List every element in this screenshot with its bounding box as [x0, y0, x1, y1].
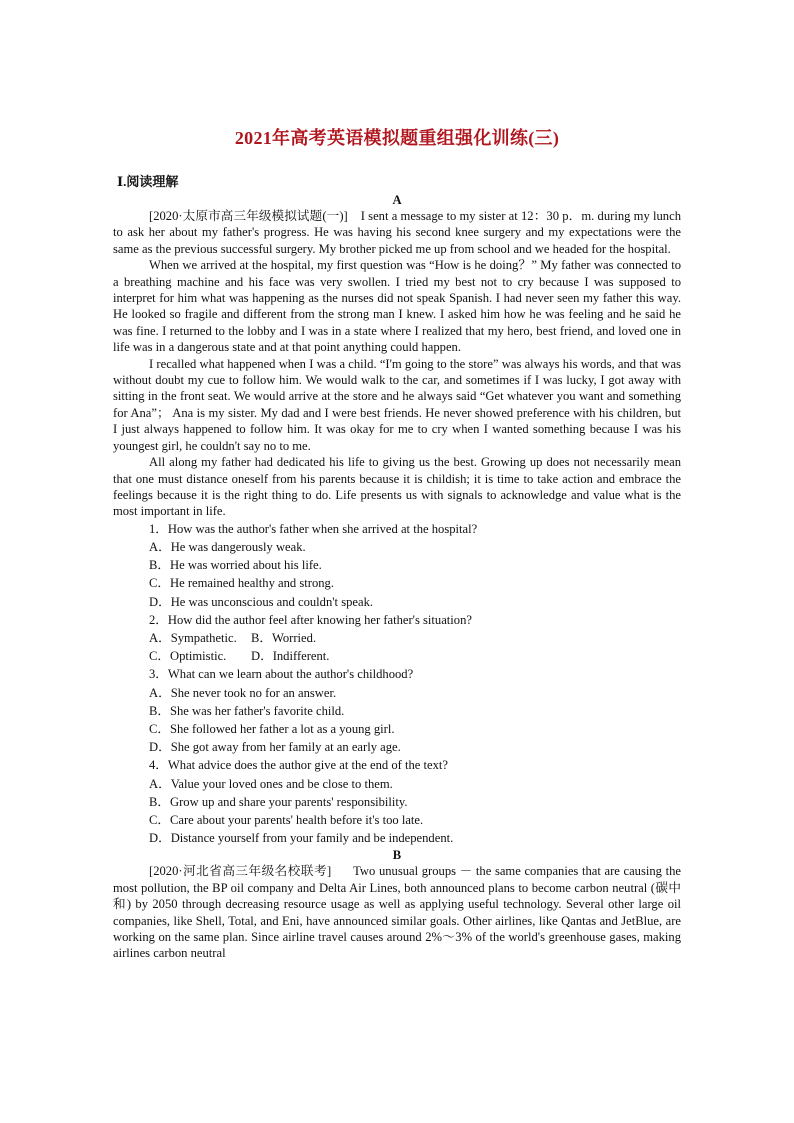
- passage-a-paragraph-1: [113, 208, 681, 257]
- option-d: D．He was unconscious and couldn't speak.: [149, 594, 374, 609]
- option-row-1: [113, 629, 681, 647]
- option-a: A．She never took no for an answer.: [149, 685, 337, 700]
- question-stem: 1．How was the author's father when she arrived at the hospital?: [149, 521, 478, 536]
- option-a: A．Value your loved ones and be close to them.: [149, 776, 393, 791]
- paragraph-text: Two unusual groups － the same companies that are causing the most pollution, the BP oil company and Delta Air Lines, both announced plans to become carbon neutral (碳中和) by 2050 through decreasing resource usage as well as applying useful technology. Several other large oil companies, like Shell, Total, and Eni, have announced similar goals. Other airlines, like Qantas and JetBlue, are working on the same plan. Since airline travel causes around 2%～3% of the world's greenhouse gases, making airlines carbon neutral: [113, 864, 681, 961]
- option-c: C．Optimistic.: [149, 649, 227, 664]
- passage-a-source: [2020·太原市高三年级模拟试题(一)]: [149, 209, 348, 223]
- passage-b-source: [2020·河北省高三年级名校联考]: [149, 864, 332, 879]
- option-row-2: [113, 647, 681, 665]
- question-stem: 4．What advice does the author give at the end of the text?: [149, 758, 448, 773]
- passage-a-label: A: [392, 193, 402, 207]
- section-heading: Ⅰ.阅读理解: [117, 174, 179, 189]
- option-b: B．She was her father's favorite child.: [149, 703, 345, 718]
- option-c: C．He remained healthy and strong.: [149, 576, 335, 591]
- question-3: [113, 665, 681, 756]
- question-4: [113, 756, 681, 847]
- passage-a-paragraph-2: When we arrived at the hospital, my first question was “How is he doing？” My father was connected to a breathing machine and his face was very swollen. I tried my best not to cry because I was supposed to interpret for him what was happening as the nurses did not speak Spanish. I had never seen my father this way. He looked so fragile and different from the strong man I knew. I asked him how he was feeling and he said he was fine. I returned to the lobby and I was in a state where I realized that my hero, best friend, and loved one in life was in a dangerous state and at that point anything could happen.: [113, 258, 681, 355]
- passage-a-paragraph-4: All along my father had dedicated his life to giving us the best. Growing up does not necessarily mean that one must distance oneself from his parents because it is childish; it is time to take action and embrace the feelings because it is the right thing to do. Life presents us with signals to acknowledge and value what is the most important in life.: [113, 455, 681, 519]
- option-b: B．Grow up and share your parents' responsibility.: [149, 794, 408, 809]
- passage-a-paragraph-3: I recalled what happened when I was a child. “I'm going to the store” was always his words, and that was without doubt my cue to follow him. We would walk to the car, and sometimes if I was lucky, I got away with sitting in the front seat. We would arrive at the store and he always said “Get whatever you want and something for Ana”； Ana is my sister. My dad and I were best friends. He never showed preference with his children, but I just always happened to follow him. It was okay for me to cry when I wanted something because I was his youngest girl, he couldn't say no to me.: [113, 356, 681, 453]
- option-b: B．He was worried about his life.: [149, 558, 322, 573]
- option-d: D．She got away from her family at an early age.: [149, 740, 401, 755]
- question-stem: 2．How did the author feel after knowing her father's situation?: [149, 612, 472, 627]
- question-1: [113, 520, 681, 611]
- question-stem: 3．What can we learn about the author's childhood?: [149, 667, 414, 682]
- document-content: [113, 174, 681, 962]
- option-b: B．Worried.: [251, 630, 317, 645]
- question-2: [113, 611, 681, 666]
- passage-b-label: B: [392, 848, 402, 863]
- option-d: D．Distance yourself from your family and be independent.: [149, 831, 454, 846]
- passage-b-paragraph-1: [113, 863, 681, 961]
- paragraph-text: I sent a message to my sister at 12：30 p．m. during my lunch to ask her about my father's progress. He was having his second knee surgery and my expectations were the same as the previous successful surgery. My brother picked me up from school and we headed for the hospital.: [113, 209, 681, 256]
- option-d: D．Indifferent.: [251, 649, 330, 664]
- page-title: 2021年高考英语模拟题重组强化训练(三): [234, 128, 560, 148]
- option-a: A．He was dangerously weak.: [149, 539, 306, 554]
- option-c: C．Care about your parents' health before it's too late.: [149, 812, 424, 827]
- option-a: A．Sympathetic.: [149, 630, 237, 645]
- option-c: C．She followed her father a lot as a young girl.: [149, 721, 395, 736]
